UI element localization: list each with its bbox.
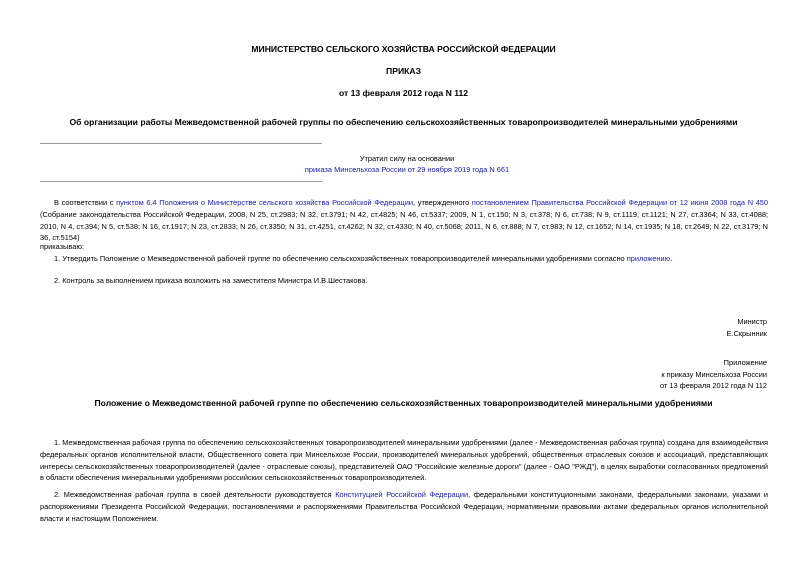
order-title: Об организации работы Межведомственной рабочей группы по обеспечению сельскохозяйственных товаропроизводителей минеральными удобрениями [69,117,738,127]
constitution-link[interactable]: Конституцией Российской Федерации [335,490,469,499]
divider-top [40,143,322,144]
preamble-paragraph [40,197,768,244]
appendix-reference: к приказу Минсельхоза России [661,369,767,379]
order-item-1-text: 1. Утвердить Положение о Межведомственной рабочей группе по обеспечению сельскохозяйственных товаропроизводителей минеральными удобрениями согласно [54,254,627,263]
regulation-paragraph-2-text-2: , федеральными конституционными законами, федеральными законами, указами и распоряжениями Президента Российской Федерации, постановлениями и распоряжениями Правительства Российской Федерации, нормативными правовыми актами федеральных органов исполнительной власти и настоящим Положением. [40,490,769,523]
preamble-text-2: , утвержденного [413,198,472,207]
regulation-title: Положение о Межведомственной рабочей группе по обеспечению сельскохозяйственных товаропроизводителей минеральными удобрениями [94,398,713,408]
appendix-link[interactable]: приложению [626,254,671,263]
ministry-heading: МИНИСТЕРСТВО СЕЛЬСКОГО ХОЗЯЙСТВА РОССИЙСКОЙ ФЕДЕРАЦИИ [251,44,556,54]
regulation-clause-link[interactable]: пунктом 6.4 Положения о Министерстве сельского хозяйства Российской Федерации [116,198,414,207]
appendix-label: Приложение [723,358,767,367]
doc-type-heading: ПРИКАЗ [386,66,421,76]
regulation-paragraph-2-text-1: 2. Межведомственная рабочая группа в своей деятельности руководствуется [54,490,336,499]
repeal-order-link[interactable]: приказа Минсельхоза России от 29 ноября 2019 года N 661 [304,165,510,174]
order-word: приказываю: [40,242,84,251]
preamble-text-1: В соответствии с [54,198,117,207]
status-note-line: Утратил силу на основании [359,154,455,163]
signature-block [726,316,767,339]
signature-position: Министр [737,317,767,326]
order-item-1 [54,253,672,264]
regulation-paragraph-2 [40,489,768,524]
appendix-header [660,357,767,392]
order-date-number: от 13 февраля 2012 года N 112 [338,88,469,98]
preamble-text-3: (Собрание законодательства Российской Федерации, 2008, N 25, ст.2983; N 32, ст.3791; N 42, ст.4825; N 46, ст.5337; 2009, N 1, ст.150; N 3, ст.378; N 6, ст.738; N 9, ст.1119, ст.1121; N 27, ст.3364; N 33, ст.4088; 2010, N 4, ст.394; N 5, ст.538; N 16, ст.1917; N 23, ст.2833; N 26, ст.3350; N 31, ст.4251, ст.4262; N 32, ст.4330; N 40, ст.5068; 2011, N 6, ст.888; N 7, ст.983; N 12, ст.1652; N 14, ст.1935; N 18, ст.2649; N 22, ст.3179; N 36, ст.5154) [40,209,768,243]
signature-name: Е.Скрынник [726,328,767,338]
divider-bottom [40,181,322,182]
order-item-1-end: . [670,254,673,263]
appendix-date: от 13 февраля 2012 года N 112 [660,381,767,391]
order-item-2: 2. Контроль за выполнением приказа возложить на заместителя Министра И.В.Шестакова. [54,276,368,285]
government-decree-link[interactable]: постановлением Правительства Российской Федерации от 12 июня 2008 года N 450 [471,198,769,207]
regulation-paragraph-1: 1. Межведомственная рабочая группа по обеспечению сельскохозяйственных товаропроизводителей минеральными удобрениями (далее - Межведомственная рабочая группа) создана для взаимодействия федеральных органов исполнительной власти, Общественного совета при Минсельхозе России, производителей минеральных удобрений, общественных отраслевых союзов и ассоциаций, представляющих интересы сельскохозяйственных товаропроизводителей (далее - отраслевые союзы), представителей ОАО "Российские железные дороги" (далее - ОАО "РЖД"), в целях выработки согласованных предложений в области обеспечения минеральными удобрениями российских сельскохозяйственных товаропроизводителей. [40,438,768,483]
